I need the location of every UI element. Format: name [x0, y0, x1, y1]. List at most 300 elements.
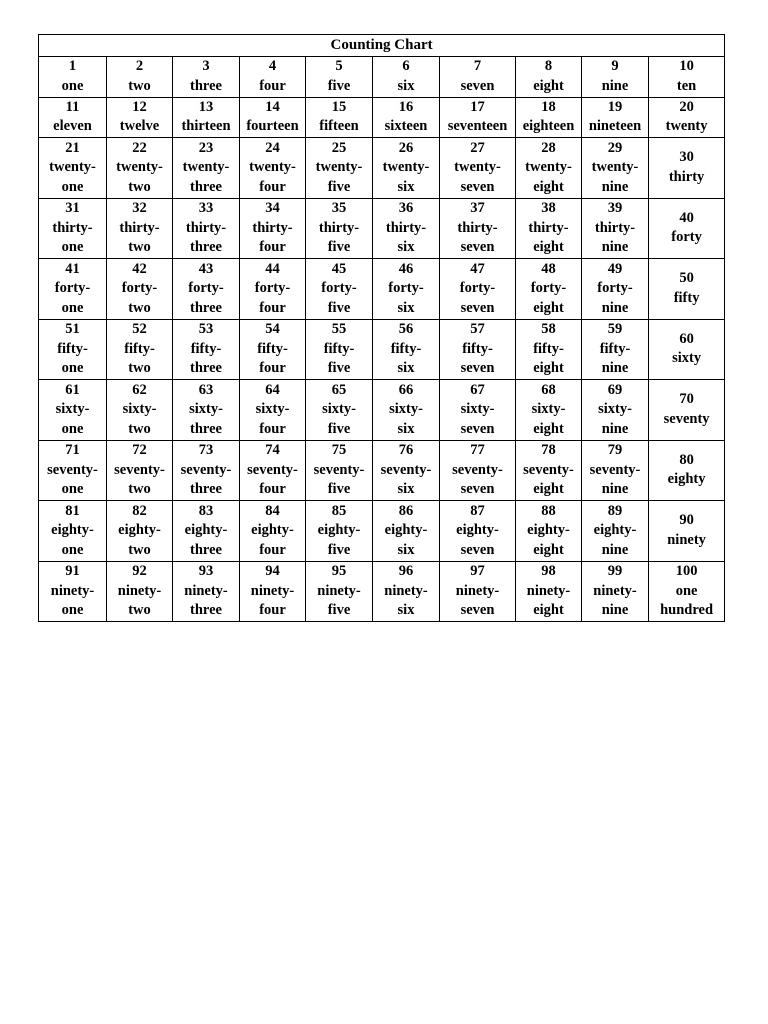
number-cell: [240, 501, 306, 562]
cell-word: sixty- six: [389, 401, 423, 437]
cell-word: thirty- nine: [594, 219, 636, 255]
number-cell: [373, 259, 440, 320]
cell-word: twenty- two: [116, 159, 163, 195]
cell-number: 41: [65, 260, 80, 277]
number-cell: [173, 198, 240, 259]
cell-word: thirty- three: [185, 219, 227, 255]
cell-number: 80: [679, 451, 694, 468]
cell-number: 43: [198, 260, 214, 277]
cell-word: thirty- seven: [457, 219, 498, 255]
title-row: [39, 35, 725, 57]
number-cell: [516, 440, 582, 501]
cell-word: seventy- five: [313, 461, 365, 497]
number-cell: [240, 57, 306, 98]
cell-number: 38: [541, 200, 556, 216]
number-cell: [173, 57, 240, 98]
number-cell: [582, 198, 649, 259]
cell-number: 46: [398, 260, 414, 277]
cell-number: 62: [132, 381, 147, 398]
number-cell: [39, 97, 107, 138]
cell-word: sixteen: [384, 118, 428, 135]
cell-number: 40: [679, 209, 694, 226]
cell-number: 28: [541, 139, 556, 156]
number-cell: [649, 561, 725, 622]
cell-word: thirty- six: [385, 219, 427, 255]
number-cell: [39, 138, 107, 199]
cell-word: ninety- four: [250, 582, 295, 618]
cell-word: forty- three: [188, 280, 224, 316]
number-cell: [440, 440, 516, 501]
table-row: [39, 319, 725, 380]
cell-word: ten: [676, 77, 697, 94]
number-cell: [39, 380, 107, 441]
cell-number: 4: [268, 58, 277, 75]
number-cell: [516, 97, 582, 138]
number-cell: [440, 57, 516, 98]
number-cell: [173, 440, 240, 501]
cell-number: 74: [265, 442, 280, 458]
number-cell: [240, 561, 306, 622]
number-cell: [306, 501, 373, 562]
cell-number: 18: [541, 98, 556, 115]
cell-word: forty- two: [121, 280, 158, 316]
cell-number: 19: [607, 98, 623, 115]
cell-word: forty- six: [388, 280, 424, 316]
cell-word: nineteen: [588, 118, 642, 135]
cell-number: 37: [470, 200, 485, 216]
number-cell: [440, 97, 516, 138]
cell-word: twenty- eight: [525, 159, 572, 195]
cell-number: 67: [470, 381, 485, 398]
cell-word: nine: [601, 77, 629, 94]
table-row: [39, 97, 725, 138]
cell-number: 14: [265, 98, 280, 115]
table-row: [39, 198, 725, 259]
cell-number: 3: [202, 58, 210, 75]
cell-number: 76: [398, 442, 414, 458]
cell-number: 44: [265, 260, 280, 277]
number-cell: [306, 259, 373, 320]
number-cell: [240, 440, 306, 501]
number-cell: [516, 198, 582, 259]
cell-word: eighty- eight: [527, 522, 570, 558]
cell-number: 100: [675, 563, 698, 579]
number-cell: [39, 561, 107, 622]
cell-number: 61: [65, 381, 80, 398]
number-cell: [582, 57, 649, 98]
number-cell: [582, 259, 649, 320]
cell-word: sixty- five: [322, 401, 356, 437]
cell-number: 77: [470, 442, 485, 458]
cell-word: twenty- three: [182, 159, 230, 195]
cell-number: 98: [541, 563, 556, 579]
cell-word: thirty- eight: [528, 219, 569, 255]
cell-number: 16: [398, 98, 414, 115]
cell-number: 99: [607, 563, 623, 579]
cell-word: one hundred: [660, 582, 714, 618]
cell-number: 90: [679, 512, 694, 529]
cell-word: sixty- one: [55, 401, 90, 437]
cell-word: ninety- nine: [593, 582, 637, 618]
cell-number: 78: [541, 442, 556, 458]
cell-word: forty- seven: [459, 280, 496, 316]
number-cell: [373, 501, 440, 562]
number-cell: [107, 198, 173, 259]
cell-number: 84: [265, 502, 280, 519]
number-cell: [582, 97, 649, 138]
cell-number: 32: [132, 200, 147, 216]
cell-word: ninety- seven: [455, 582, 500, 618]
cell-number: 69: [607, 381, 623, 398]
cell-number: 95: [331, 563, 347, 579]
cell-number: 50: [679, 270, 694, 287]
cell-number: 56: [398, 321, 414, 337]
cell-number: 49: [607, 260, 623, 277]
number-cell: [373, 561, 440, 622]
number-cell: [373, 57, 440, 98]
cell-word: forty: [671, 229, 702, 246]
number-cell: [516, 259, 582, 320]
number-cell: [240, 97, 306, 138]
cell-number: 75: [331, 442, 347, 458]
number-cell: [173, 319, 240, 380]
cell-number: 87: [470, 502, 485, 519]
cell-number: 51: [65, 321, 80, 337]
number-cell: [107, 501, 173, 562]
cell-number: 68: [541, 381, 556, 398]
cell-word: forty- four: [254, 280, 291, 316]
number-cell: [39, 319, 107, 380]
cell-number: 48: [541, 260, 556, 277]
cell-word: fifty- one: [57, 340, 88, 376]
number-cell: [440, 198, 516, 259]
cell-word: thirty- two: [119, 219, 160, 255]
cell-word: twenty: [665, 118, 708, 135]
cell-word: fifty- four: [257, 340, 288, 376]
cell-number: 53: [198, 321, 214, 337]
cell-word: twenty- four: [249, 159, 296, 195]
cell-number: 89: [607, 502, 623, 519]
cell-word: thirty- four: [252, 219, 293, 255]
number-cell: [649, 440, 725, 501]
cell-number: 71: [65, 442, 80, 458]
number-cell: [107, 561, 173, 622]
cell-number: 33: [198, 200, 214, 216]
cell-word: eight: [533, 77, 564, 94]
cell-word: two: [128, 77, 151, 94]
number-cell: [306, 57, 373, 98]
cell-number: 86: [398, 502, 414, 519]
cell-word: eleven: [53, 118, 92, 135]
cell-number: 31: [65, 200, 80, 216]
cell-word: fifty- eight: [533, 340, 564, 376]
cell-word: ninety: [667, 531, 706, 548]
cell-word: twenty- seven: [454, 159, 501, 195]
cell-number: 30: [679, 149, 694, 166]
number-cell: [649, 97, 725, 138]
number-cell: [516, 380, 582, 441]
number-cell: [516, 561, 582, 622]
cell-word: seventy- seven: [452, 461, 503, 497]
cell-word: thirteen: [181, 118, 231, 135]
cell-word: eighty- nine: [593, 522, 637, 558]
number-cell: [173, 501, 240, 562]
cell-number: 91: [65, 563, 80, 579]
cell-word: twenty- one: [49, 159, 96, 195]
number-cell: [582, 440, 649, 501]
table-row: [39, 57, 725, 98]
cell-word: forty- five: [321, 280, 357, 316]
cell-word: fifty- three: [190, 340, 222, 376]
cell-word: six: [397, 77, 415, 94]
number-cell: [440, 138, 516, 199]
counting-chart-table: [38, 34, 725, 622]
number-cell: [373, 138, 440, 199]
cell-word: twenty- five: [315, 159, 363, 195]
number-cell: [240, 319, 306, 380]
cell-number: 8: [544, 58, 553, 75]
cell-word: eighty- seven: [456, 522, 499, 558]
cell-number: 15: [331, 98, 347, 115]
cell-word: seventy- two: [114, 461, 165, 497]
number-cell: [107, 138, 173, 199]
cell-word: ninety- three: [184, 582, 228, 618]
table-row: [39, 501, 725, 562]
number-cell: [516, 319, 582, 380]
cell-number: 39: [607, 200, 623, 216]
number-cell: [373, 319, 440, 380]
cell-word: eighty: [667, 471, 706, 488]
number-cell: [440, 501, 516, 562]
table-row: [39, 138, 725, 199]
cell-number: 1: [68, 58, 77, 75]
number-cell: [39, 259, 107, 320]
cell-number: 70: [679, 391, 694, 408]
cell-number: 35: [331, 200, 347, 216]
table-row: [39, 440, 725, 501]
cell-word: fifty- two: [124, 340, 155, 376]
cell-number: 96: [398, 563, 414, 579]
number-cell: [649, 259, 725, 320]
number-cell: [107, 380, 173, 441]
number-cell: [649, 138, 725, 199]
number-cell: [582, 501, 649, 562]
number-cell: [240, 138, 306, 199]
cell-number: 63: [198, 381, 214, 398]
cell-number: 73: [198, 442, 214, 458]
number-cell: [306, 138, 373, 199]
cell-word: sixty- four: [255, 401, 290, 437]
cell-number: 85: [331, 502, 347, 519]
cell-word: fifty- seven: [460, 340, 495, 376]
number-cell: [39, 198, 107, 259]
cell-number: 79: [607, 442, 623, 458]
cell-word: twenty- nine: [591, 159, 639, 195]
number-cell: [39, 57, 107, 98]
cell-number: 54: [265, 321, 280, 337]
cell-word: sixty- two: [122, 401, 157, 437]
cell-number: 20: [679, 98, 694, 115]
cell-word: eighty- six: [384, 522, 428, 558]
cell-word: fifty- five: [323, 340, 355, 376]
cell-number: 88: [541, 502, 556, 519]
cell-word: thirty- five: [318, 219, 360, 255]
cell-word: thirty: [668, 168, 705, 185]
cell-number: 6: [402, 58, 410, 75]
cell-number: 26: [398, 139, 414, 156]
number-cell: [373, 380, 440, 441]
cell-word: fifty- six: [390, 340, 422, 376]
cell-number: 66: [398, 381, 414, 398]
cell-word: fifty: [673, 289, 700, 306]
cell-number: 22: [132, 139, 147, 156]
cell-word: seventy- six: [380, 461, 432, 497]
cell-number: 93: [198, 563, 214, 579]
cell-number: 9: [611, 58, 619, 75]
number-cell: [240, 380, 306, 441]
number-cell: [107, 97, 173, 138]
number-cell: [173, 138, 240, 199]
number-cell: [107, 440, 173, 501]
cell-number: 29: [607, 139, 623, 156]
cell-word: seventy: [663, 410, 710, 427]
number-cell: [582, 319, 649, 380]
cell-number: 21: [65, 139, 80, 156]
number-cell: [373, 198, 440, 259]
cell-number: 5: [335, 58, 343, 75]
cell-word: eighty- one: [51, 522, 94, 558]
chart-body: [39, 57, 725, 622]
number-cell: [373, 97, 440, 138]
number-cell: [516, 138, 582, 199]
cell-number: 34: [265, 200, 280, 216]
number-cell: [39, 440, 107, 501]
number-cell: [173, 259, 240, 320]
cell-word: eighty- five: [317, 522, 361, 558]
cell-word: forty- nine: [597, 280, 633, 316]
cell-word: twelve: [119, 118, 160, 135]
cell-word: fifteen: [319, 118, 359, 135]
table-row: [39, 561, 725, 622]
number-cell: [582, 561, 649, 622]
cell-word: sixty- nine: [598, 401, 632, 437]
cell-number: 57: [470, 321, 485, 337]
number-cell: [173, 380, 240, 441]
number-cell: [173, 97, 240, 138]
cell-number: 24: [265, 139, 280, 156]
cell-number: 12: [132, 98, 147, 115]
cell-number: 23: [198, 139, 214, 156]
cell-number: 47: [470, 260, 485, 277]
cell-word: forty- one: [54, 280, 91, 316]
number-cell: [173, 561, 240, 622]
number-cell: [240, 259, 306, 320]
cell-number: 82: [132, 502, 147, 519]
cell-number: 60: [679, 330, 694, 347]
number-cell: [306, 380, 373, 441]
cell-number: 13: [198, 98, 214, 115]
cell-word: ninety- five: [317, 582, 361, 618]
number-cell: [373, 440, 440, 501]
number-cell: [107, 259, 173, 320]
cell-number: 58: [541, 321, 556, 337]
cell-word: fifty- nine: [599, 340, 631, 376]
number-cell: [440, 380, 516, 441]
number-cell: [306, 319, 373, 380]
cell-word: sixty- eight: [531, 401, 566, 437]
cell-word: four: [259, 77, 286, 94]
number-cell: [306, 97, 373, 138]
number-cell: [440, 561, 516, 622]
cell-number: 10: [679, 58, 694, 75]
cell-word: sixty- seven: [460, 401, 495, 437]
number-cell: [582, 380, 649, 441]
number-cell: [39, 501, 107, 562]
number-cell: [516, 501, 582, 562]
cell-number: 81: [65, 502, 80, 519]
cell-number: 45: [331, 260, 347, 277]
cell-number: 65: [331, 381, 347, 398]
cell-word: seventeen: [447, 118, 508, 135]
table-row: [39, 380, 725, 441]
cell-number: 64: [265, 381, 280, 398]
cell-word: seventy- one: [47, 461, 98, 497]
cell-word: twenty- six: [382, 159, 430, 195]
number-cell: [306, 561, 373, 622]
cell-number: 83: [198, 502, 214, 519]
cell-word: seventy- four: [247, 461, 298, 497]
cell-number: 72: [132, 442, 147, 458]
cell-number: 36: [398, 200, 414, 216]
number-cell: [107, 319, 173, 380]
cell-word: ninety- two: [117, 582, 162, 618]
cell-word: seventy- three: [180, 461, 232, 497]
cell-number: 2: [135, 58, 144, 75]
cell-word: seven: [460, 77, 495, 94]
cell-word: sixty: [672, 350, 702, 367]
cell-word: eighty- three: [184, 522, 228, 558]
number-cell: [440, 259, 516, 320]
cell-word: five: [327, 77, 351, 94]
cell-word: forty- eight: [530, 280, 567, 316]
number-cell: [306, 198, 373, 259]
cell-number: 7: [473, 58, 482, 75]
cell-number: 92: [132, 563, 147, 579]
cell-word: sixty- three: [189, 401, 223, 437]
number-cell: [649, 198, 725, 259]
cell-word: ninety- six: [384, 582, 428, 618]
cell-word: eighty- two: [118, 522, 161, 558]
cell-word: three: [190, 77, 222, 94]
cell-number: 52: [132, 321, 147, 337]
cell-number: 27: [470, 139, 485, 156]
cell-number: 59: [607, 321, 623, 337]
cell-number: 97: [470, 563, 485, 579]
cell-number: 55: [331, 321, 347, 337]
chart-title: Counting Chart: [39, 35, 725, 57]
cell-number: 42: [132, 260, 147, 277]
cell-number: 17: [470, 98, 485, 115]
cell-word: ninety- eight: [526, 582, 571, 618]
cell-word: seventy- eight: [523, 461, 574, 497]
number-cell: [240, 198, 306, 259]
number-cell: [306, 440, 373, 501]
cell-number: 94: [265, 563, 280, 579]
number-cell: [107, 57, 173, 98]
cell-word: one: [61, 77, 84, 94]
number-cell: [440, 319, 516, 380]
cell-word: eighteen: [522, 118, 575, 135]
